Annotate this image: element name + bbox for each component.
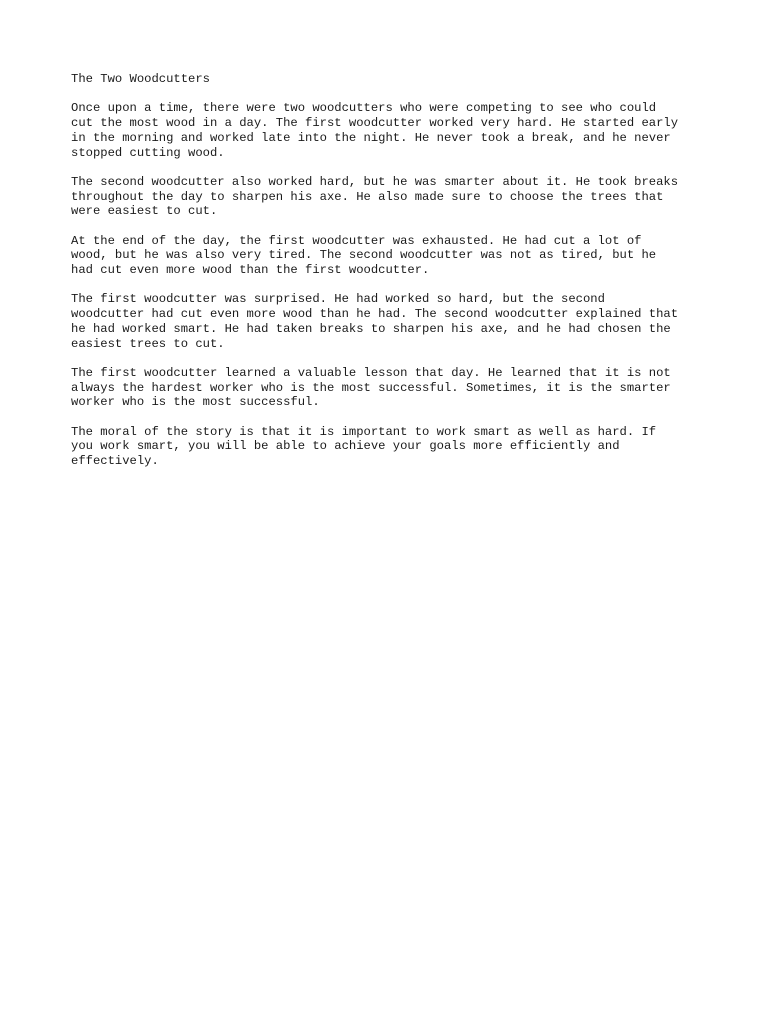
story-paragraph xyxy=(71,425,711,469)
paragraph-line: throughout the day to sharpen his axe. He also made sure to choose the trees that xyxy=(71,189,664,204)
paragraph-line: stopped cutting wood. xyxy=(71,145,225,160)
paragraph-line: wood, but he was also very tired. The second woodcutter was not as tired, but he xyxy=(71,248,657,263)
paragraph-line: had cut even more wood than the first woodcutter. xyxy=(71,263,430,278)
paragraph-line: cut the most wood in a day. The first woodcutter worked very hard. He started early xyxy=(71,116,679,131)
story-paragraph xyxy=(71,234,711,278)
paragraph-line: worker who is the most successful. xyxy=(71,395,320,410)
story-paragraph xyxy=(71,175,711,219)
paragraph-line: always the hardest worker who is the most successful. Sometimes, it is the smarter xyxy=(71,380,671,395)
story-paragraph xyxy=(71,292,711,351)
paragraph-line: easiest trees to cut. xyxy=(71,336,225,351)
paragraph-line: At the end of the day, the first woodcutter was exhausted. He had cut a lot of xyxy=(71,233,642,248)
story-body xyxy=(71,101,711,469)
paragraph-line: effectively. xyxy=(71,454,159,469)
paragraph-line: The first woodcutter learned a valuable lesson that day. He learned that it is not xyxy=(71,365,671,380)
document-page xyxy=(71,72,711,484)
paragraph-line: you work smart, you will be able to achieve your goals more efficiently and xyxy=(71,439,620,454)
document-title: The Two Woodcutters xyxy=(71,72,210,86)
paragraph-line: woodcutter had cut even more wood than he had. The second woodcutter explained that xyxy=(71,307,679,322)
paragraph-line: The first woodcutter was surprised. He had worked so hard, but the second xyxy=(71,292,605,307)
paragraph-line: Once upon a time, there were two woodcutters who were competing to see who could xyxy=(71,101,657,116)
story-paragraph xyxy=(71,101,711,160)
paragraph-line: The second woodcutter also worked hard, but he was smarter about it. He took breaks xyxy=(71,174,679,189)
paragraph-line: were easiest to cut. xyxy=(71,204,218,219)
paragraph-line: he had worked smart. He had taken breaks to sharpen his axe, and he had chosen the xyxy=(71,321,671,336)
story-paragraph xyxy=(71,366,711,410)
paragraph-line: The moral of the story is that it is important to work smart as well as hard. If xyxy=(71,424,657,439)
paragraph-line: in the morning and worked late into the night. He never took a break, and he never xyxy=(71,130,671,145)
